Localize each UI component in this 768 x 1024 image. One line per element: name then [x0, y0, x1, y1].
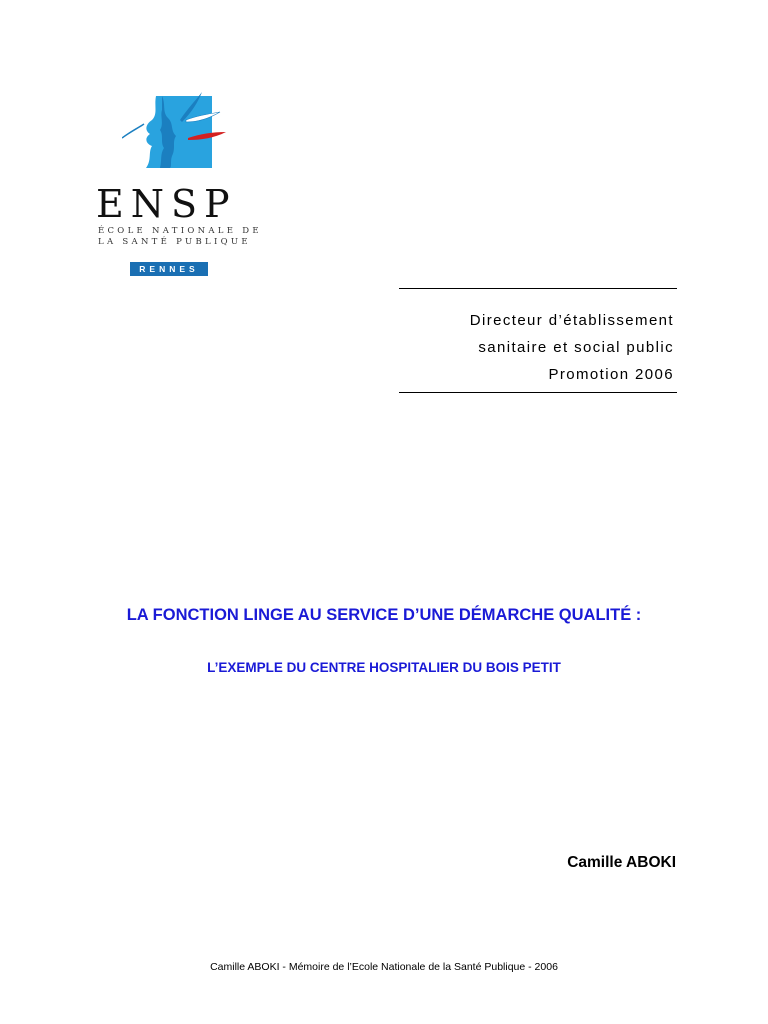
logo-subtitle-line1: ÉCOLE NATIONALE DE [98, 226, 262, 236]
author-name: Camille ABOKI [567, 854, 676, 871]
info-line-2: sanitaire et social public [478, 339, 674, 356]
info-line-1: Directeur d’établissement [469, 312, 674, 329]
page-footer: Camille ABOKI - Mémoire de l’Ecole Nationale de la Santé Publique - 2006 [210, 961, 558, 973]
logo-badge: RENNES [130, 262, 208, 276]
divider-top [399, 288, 677, 289]
logo-wordmark: ENSP [96, 182, 237, 226]
document-subtitle: L’EXEMPLE DU CENTRE HOSPITALIER DU BOIS PETIT [207, 660, 561, 675]
profile-face-quill-icon [122, 90, 242, 170]
logo-subtitle-line2: LA SANTÉ PUBLIQUE [98, 237, 251, 247]
divider-bottom [399, 392, 677, 393]
ensp-logo [96, 88, 262, 278]
document-title: LA FONCTION LINGE AU SERVICE D’UNE DÉMARCHE QUALITÉ : [126, 606, 642, 624]
info-line-3: Promotion 2006 [548, 366, 674, 383]
